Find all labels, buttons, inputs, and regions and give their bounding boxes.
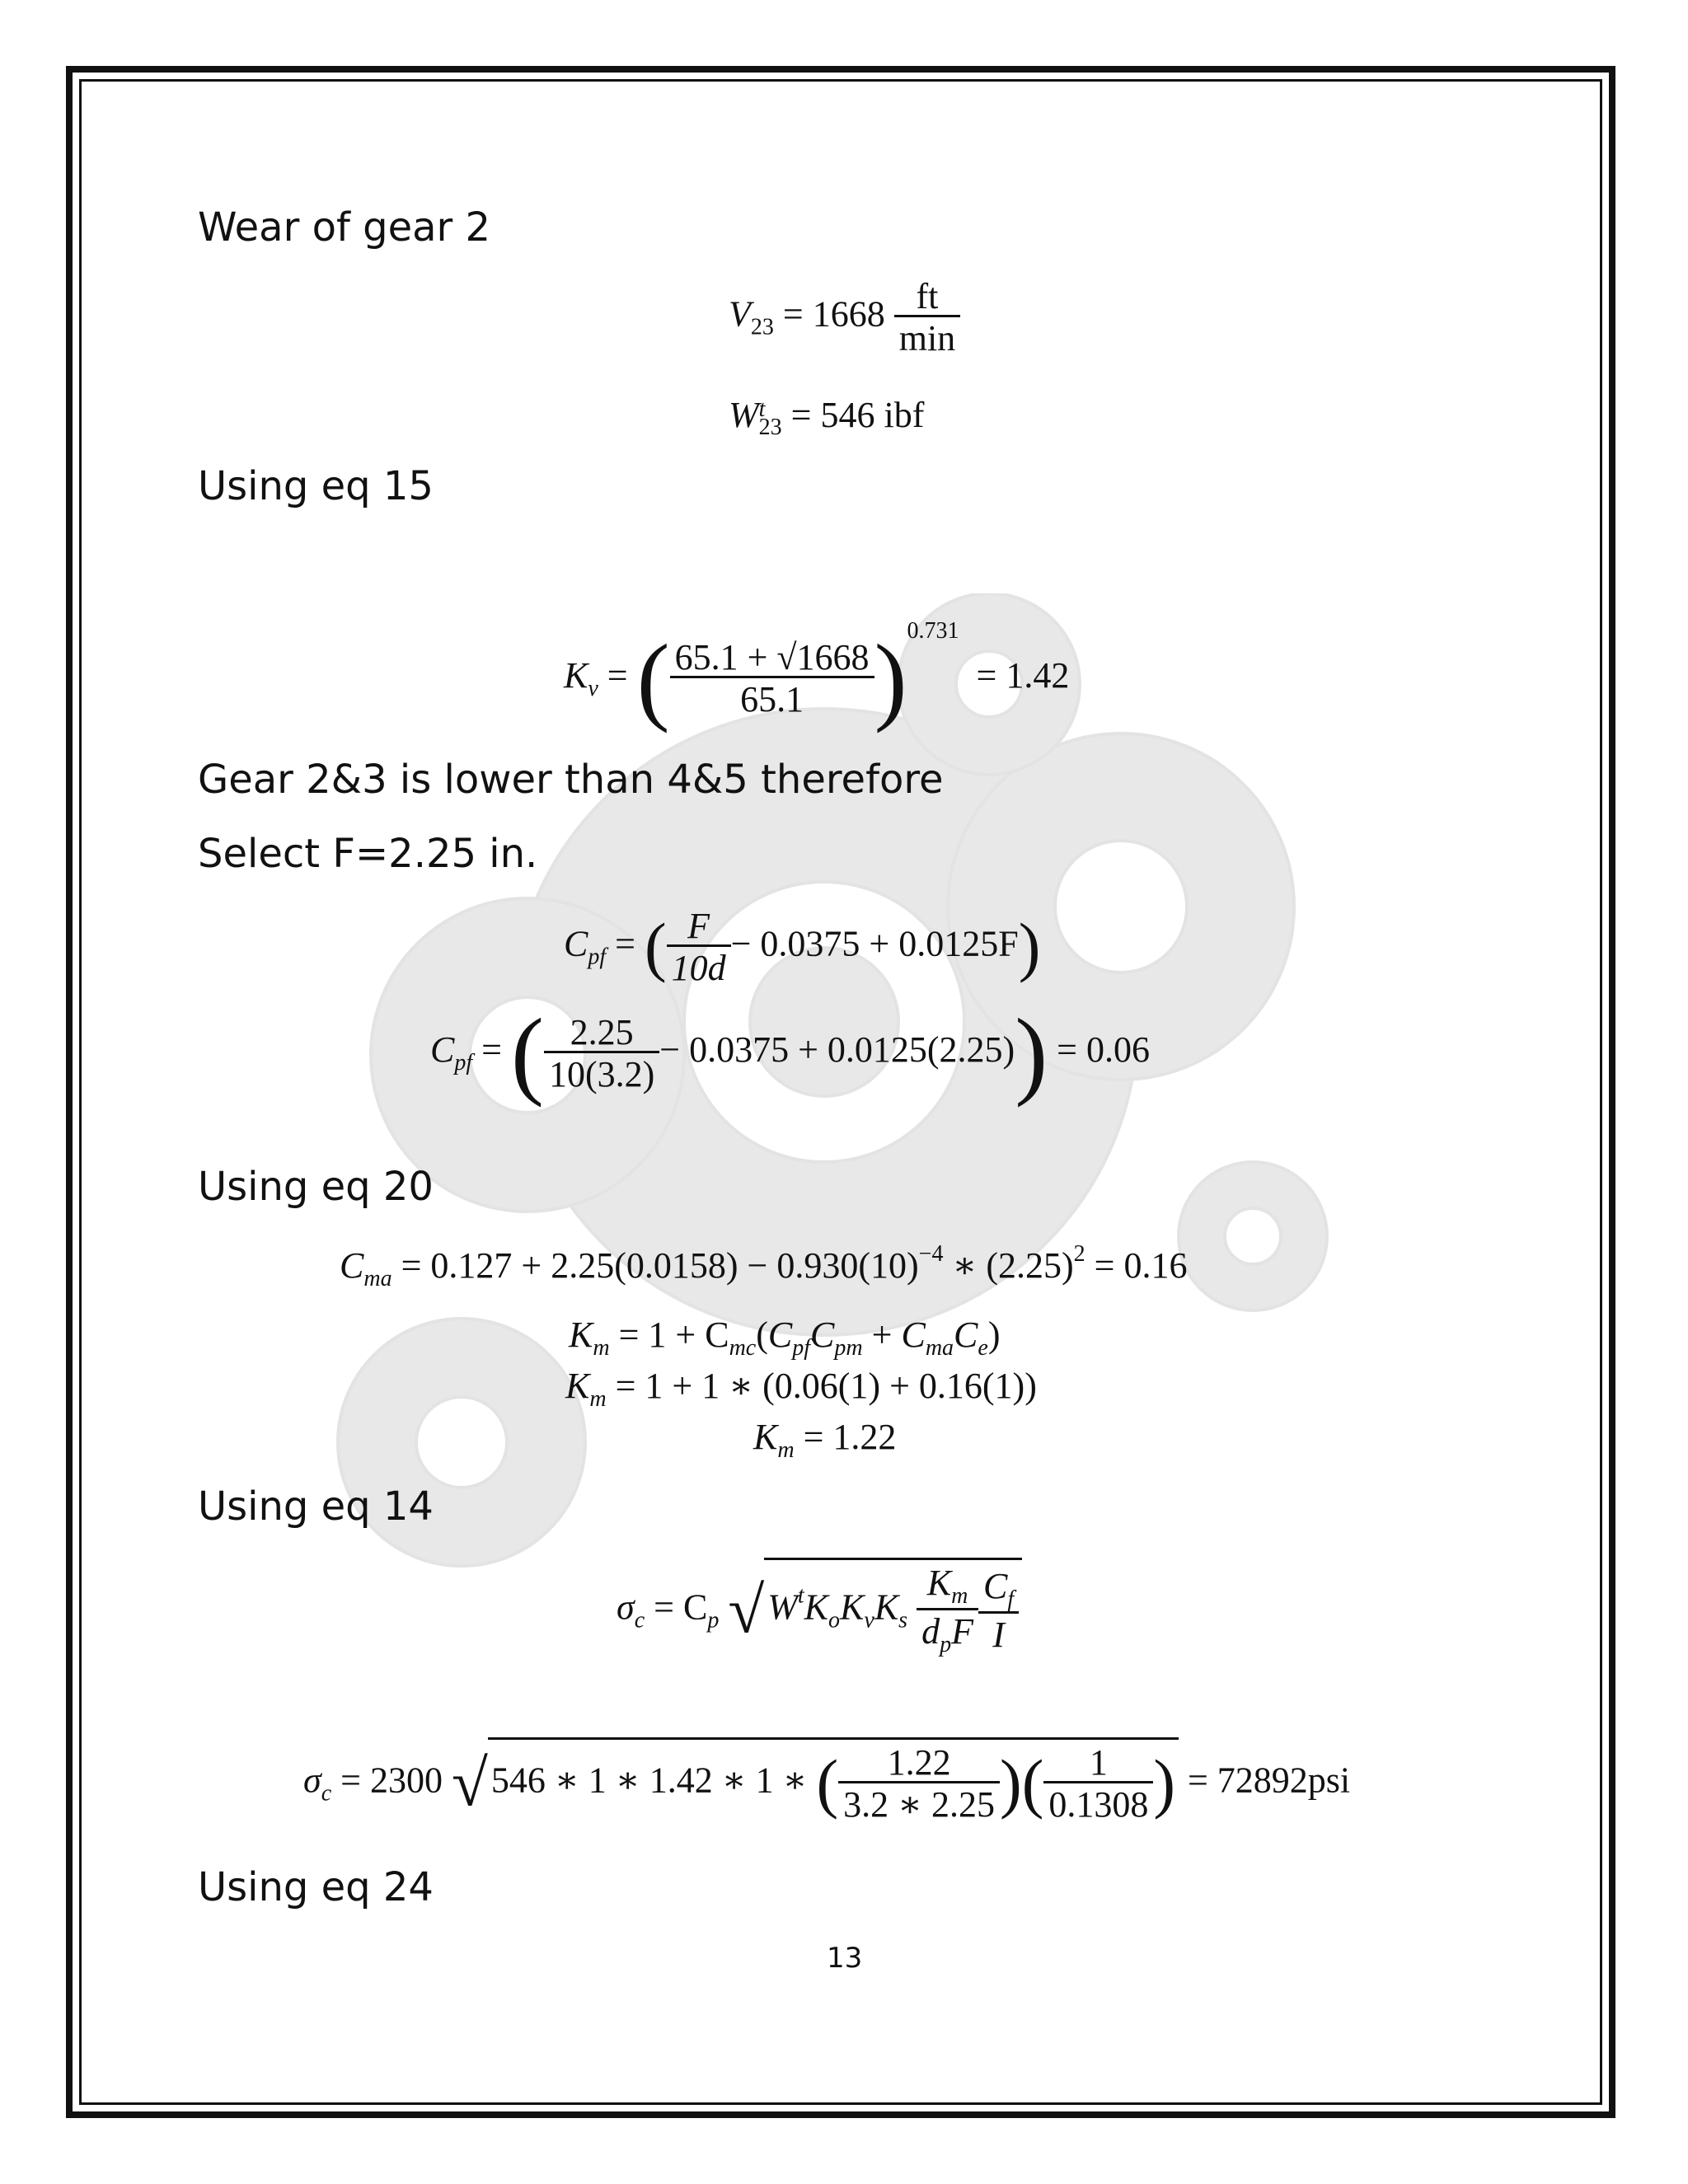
equation-sigma-evaluated: $\sigma_c = 2300$ √546 ∗ 1 ∗ 1.42 ∗ 1 ∗ ( $\frac{1.22}{3.2 ∗ 2.25}$ )( $\frac{1}{0.1308}$ ) = 72892psi [303,1737,1350,1823]
equation-cpf-formula: $C_{pf}$ = ( $\frac{F}{10d}$ − 0.0375 + 0.0125F) [564,906,1041,988]
equation-km-formula: $K_m = 1 + C_{mc}(C_{pf}C_{pm} + C_{ma}C_e)$ [569,1315,1001,1361]
equation-v23: $V_{23} = 1668$ $\frac{ft}{\min}$ [729,279,960,357]
heading-wear-of-gear: Wear of gear 2 [198,204,491,251]
heading-using-eq-14: Using eq 14 [198,1483,434,1530]
equation-km-substituted: $K_m = 1 + 1$ ∗ (0.06(1) + 0.16(1)) [565,1366,1037,1412]
heading-select-face-width: Select F=2.25 in. [198,831,538,877]
heading-gear-compare: Gear 2&3 is lower than 4&5 therefore [198,757,944,803]
equation-cma: $C_{ma} = 0.127 + 2.25(0.0158) - 0.930(10)^{-4}$ ∗ $(2.25)^2 = 0.16$ [340,1241,1188,1291]
heading-using-eq-20: Using eq 20 [198,1164,434,1210]
heading-using-eq-15: Using eq 15 [198,463,434,509]
equation-kv: $K_v$ = ( $\frac{65.1 + √1668}{65.1}$ )$^{0.731}$ = 1.42 [564,618,1070,733]
equation-km-result: $K_m = 1.22$ [753,1417,897,1463]
page-number: 13 [827,1942,863,1975]
heading-using-eq-24: Using eq 24 [198,1864,434,1910]
equation-sigma-formula: $\sigma_c = C_p$ $√W^tK_oK_vK_s$ $\frac{K_m}{d_pF}$ $\frac{C_f}{I}$ [617,1558,1022,1657]
equation-w23: W t 23 = 546 ibf [729,395,925,440]
equation-cpf-evaluated: $C_{pf}$ = ( $\frac{2.25}{10(3.2)}$ − 0.0375 + 0.0125(2.25)) = 0.06 [430,998,1150,1108]
